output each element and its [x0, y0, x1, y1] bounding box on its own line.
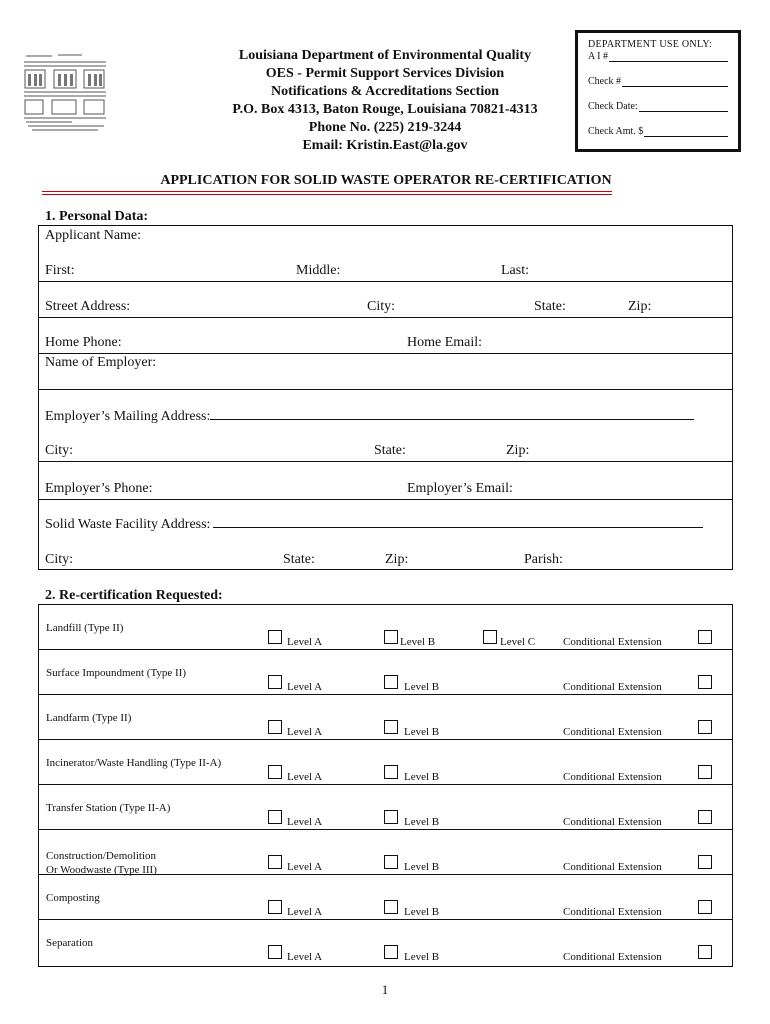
check-date-label: Check Date:	[588, 101, 638, 112]
level-b-checkbox[interactable]	[384, 630, 398, 644]
city-label[interactable]: City:	[367, 299, 396, 314]
ldeq-logo	[22, 52, 108, 136]
conditional-extension-label: Conditional Extension	[563, 771, 662, 783]
conditional-extension-checkbox[interactable]	[698, 675, 712, 689]
facility-address-label: Solid Waste Facility Address:	[45, 517, 211, 532]
employer-email-label[interactable]: Employer’s Email:	[407, 481, 513, 496]
table-row	[39, 785, 732, 830]
title-rule	[42, 191, 612, 192]
first-name-label[interactable]: First:	[45, 263, 75, 278]
last-name-label[interactable]: Last:	[501, 263, 529, 278]
employer-address-label: Employer’s Mailing Address:	[45, 409, 211, 424]
conditional-extension-label: Conditional Extension	[563, 951, 662, 963]
level-a-label: Level A	[287, 636, 323, 648]
level-b-label: Level B	[404, 951, 440, 963]
table-row	[39, 695, 732, 740]
facility-type-line-1: Construction/Demolition	[46, 850, 156, 862]
level-a-checkbox[interactable]	[268, 810, 282, 824]
level-b-label: Level B	[404, 816, 440, 828]
level-b-label: Level B	[404, 681, 440, 693]
conditional-extension-label: Conditional Extension	[563, 816, 662, 828]
section-1-heading: 1. Personal Data:	[45, 209, 149, 224]
employer-phone-label[interactable]: Employer’s Phone:	[45, 481, 153, 496]
check-amount-label: Check Amt. $	[588, 126, 644, 137]
phone-number: Phone No. (225) 219-3244	[308, 120, 462, 135]
section-2-heading: 2. Re-certification Requested:	[45, 588, 223, 603]
facility-type-label: Composting	[46, 892, 100, 904]
level-a-label: Level A	[287, 726, 323, 738]
row-divider	[39, 499, 732, 500]
state-label[interactable]: State:	[534, 299, 566, 314]
ai-number-label: A I #	[588, 51, 608, 62]
facility-type-label: Separation	[46, 937, 94, 949]
level-a-label: Level A	[287, 816, 323, 828]
conditional-extension-checkbox[interactable]	[698, 765, 712, 779]
conditional-extension-checkbox[interactable]	[698, 900, 712, 914]
table-row	[39, 605, 732, 650]
check-amount-field[interactable]	[644, 127, 728, 137]
employer-state-label[interactable]: State:	[374, 443, 406, 458]
row-divider	[39, 281, 732, 282]
level-a-label: Level A	[287, 951, 323, 963]
level-b-checkbox[interactable]	[384, 900, 398, 914]
level-a-label: Level A	[287, 906, 323, 918]
facility-city-label[interactable]: City:	[45, 552, 74, 567]
conditional-extension-checkbox[interactable]	[698, 630, 712, 644]
conditional-extension-label: Conditional Extension	[563, 636, 662, 648]
employer-zip-label[interactable]: Zip:	[506, 443, 530, 458]
facility-type-label: Incinerator/Waste Handling (Type II-A)	[46, 757, 222, 769]
conditional-extension-label: Conditional Extension	[563, 726, 662, 738]
level-c-checkbox[interactable]	[483, 630, 497, 644]
level-b-label: Level B	[404, 906, 440, 918]
facility-type-label	[46, 849, 157, 877]
table-row	[39, 920, 732, 966]
conditional-extension-label: Conditional Extension	[563, 861, 662, 873]
level-b-checkbox[interactable]	[384, 675, 398, 689]
level-a-checkbox[interactable]	[268, 720, 282, 734]
level-b-checkbox[interactable]	[384, 810, 398, 824]
facility-address-field[interactable]	[45, 516, 703, 533]
employer-address-field[interactable]	[45, 408, 694, 425]
conditional-extension-label: Conditional Extension	[563, 906, 662, 918]
check-number-label: Check #	[588, 76, 622, 87]
level-a-checkbox[interactable]	[268, 945, 282, 959]
mailing-address: P.O. Box 4313, Baton Rouge, Louisiana 70821-4313	[232, 102, 538, 117]
facility-type-label: Landfill (Type II)	[46, 622, 124, 634]
title-rule	[42, 194, 612, 195]
agency-header	[200, 47, 570, 155]
level-a-label: Level A	[287, 771, 323, 783]
conditional-extension-checkbox[interactable]	[698, 945, 712, 959]
check-number-field[interactable]	[622, 77, 728, 87]
check-date-field[interactable]	[639, 102, 728, 112]
facility-type-label: Transfer Station (Type II-A)	[46, 802, 171, 814]
agency-name: Louisiana Department of Environmental Quality	[238, 48, 532, 63]
facility-state-label[interactable]: State:	[283, 552, 315, 567]
facility-type-line-2: Or Woodwaste (Type III)	[46, 864, 157, 876]
employer-address-line	[210, 408, 694, 420]
recertification-table	[38, 604, 733, 967]
employer-city-label[interactable]: City:	[45, 443, 74, 458]
conditional-extension-checkbox[interactable]	[698, 810, 712, 824]
level-c-label: Level C	[500, 636, 536, 648]
department-use-title: DEPARTMENT USE ONLY:	[588, 39, 713, 50]
level-b-checkbox[interactable]	[384, 945, 398, 959]
row-divider	[39, 353, 732, 354]
department-use-box	[575, 30, 741, 152]
facility-type-label: Landfarm (Type II)	[46, 712, 132, 724]
ai-number-field[interactable]	[609, 52, 728, 62]
street-address-label[interactable]: Street Address:	[45, 299, 131, 314]
home-phone-label[interactable]: Home Phone:	[45, 335, 122, 350]
facility-type-label: Surface Impoundment (Type II)	[46, 667, 187, 679]
table-row	[39, 875, 732, 920]
zip-label[interactable]: Zip:	[628, 299, 652, 314]
row-divider	[39, 461, 732, 462]
level-a-label: Level A	[287, 861, 323, 873]
level-b-label: Level B	[404, 771, 440, 783]
level-b-label: Level B	[404, 726, 440, 738]
level-b-checkbox[interactable]	[384, 720, 398, 734]
conditional-extension-checkbox[interactable]	[698, 855, 712, 869]
applicant-name-label: Applicant Name:	[45, 228, 142, 243]
level-a-checkbox[interactable]	[268, 630, 282, 644]
level-a-label: Level A	[287, 681, 323, 693]
table-row	[39, 740, 732, 785]
level-a-checkbox[interactable]	[268, 675, 282, 689]
table-row	[39, 830, 732, 875]
division-name: OES - Permit Support Services Division	[265, 66, 505, 81]
middle-name-label[interactable]: Middle:	[296, 263, 341, 278]
email-address: Email: Kristin.East@la.gov	[302, 138, 468, 153]
level-b-label: Level B	[400, 636, 436, 648]
level-a-checkbox[interactable]	[268, 765, 282, 779]
level-a-checkbox[interactable]	[268, 900, 282, 914]
table-row	[39, 650, 732, 695]
home-email-label[interactable]: Home Email:	[407, 335, 483, 350]
conditional-extension-checkbox[interactable]	[698, 720, 712, 734]
facility-zip-label[interactable]: Zip:	[385, 552, 409, 567]
section-name: Notifications & Accreditations Section	[271, 84, 499, 99]
level-b-checkbox[interactable]	[384, 855, 398, 869]
facility-address-line	[213, 516, 703, 528]
conditional-extension-label: Conditional Extension	[563, 681, 662, 693]
page-number: 1	[381, 982, 389, 997]
row-divider	[39, 317, 732, 318]
employer-name-label[interactable]: Name of Employer:	[45, 355, 157, 370]
facility-parish-label[interactable]: Parish:	[524, 552, 563, 567]
form-title: APPLICATION FOR SOLID WASTE OPERATOR RE-CERTIFICATION	[160, 173, 612, 188]
level-a-checkbox[interactable]	[268, 855, 282, 869]
level-b-label: Level B	[404, 861, 440, 873]
personal-data-table	[38, 225, 733, 570]
level-b-checkbox[interactable]	[384, 765, 398, 779]
row-divider	[39, 389, 732, 390]
